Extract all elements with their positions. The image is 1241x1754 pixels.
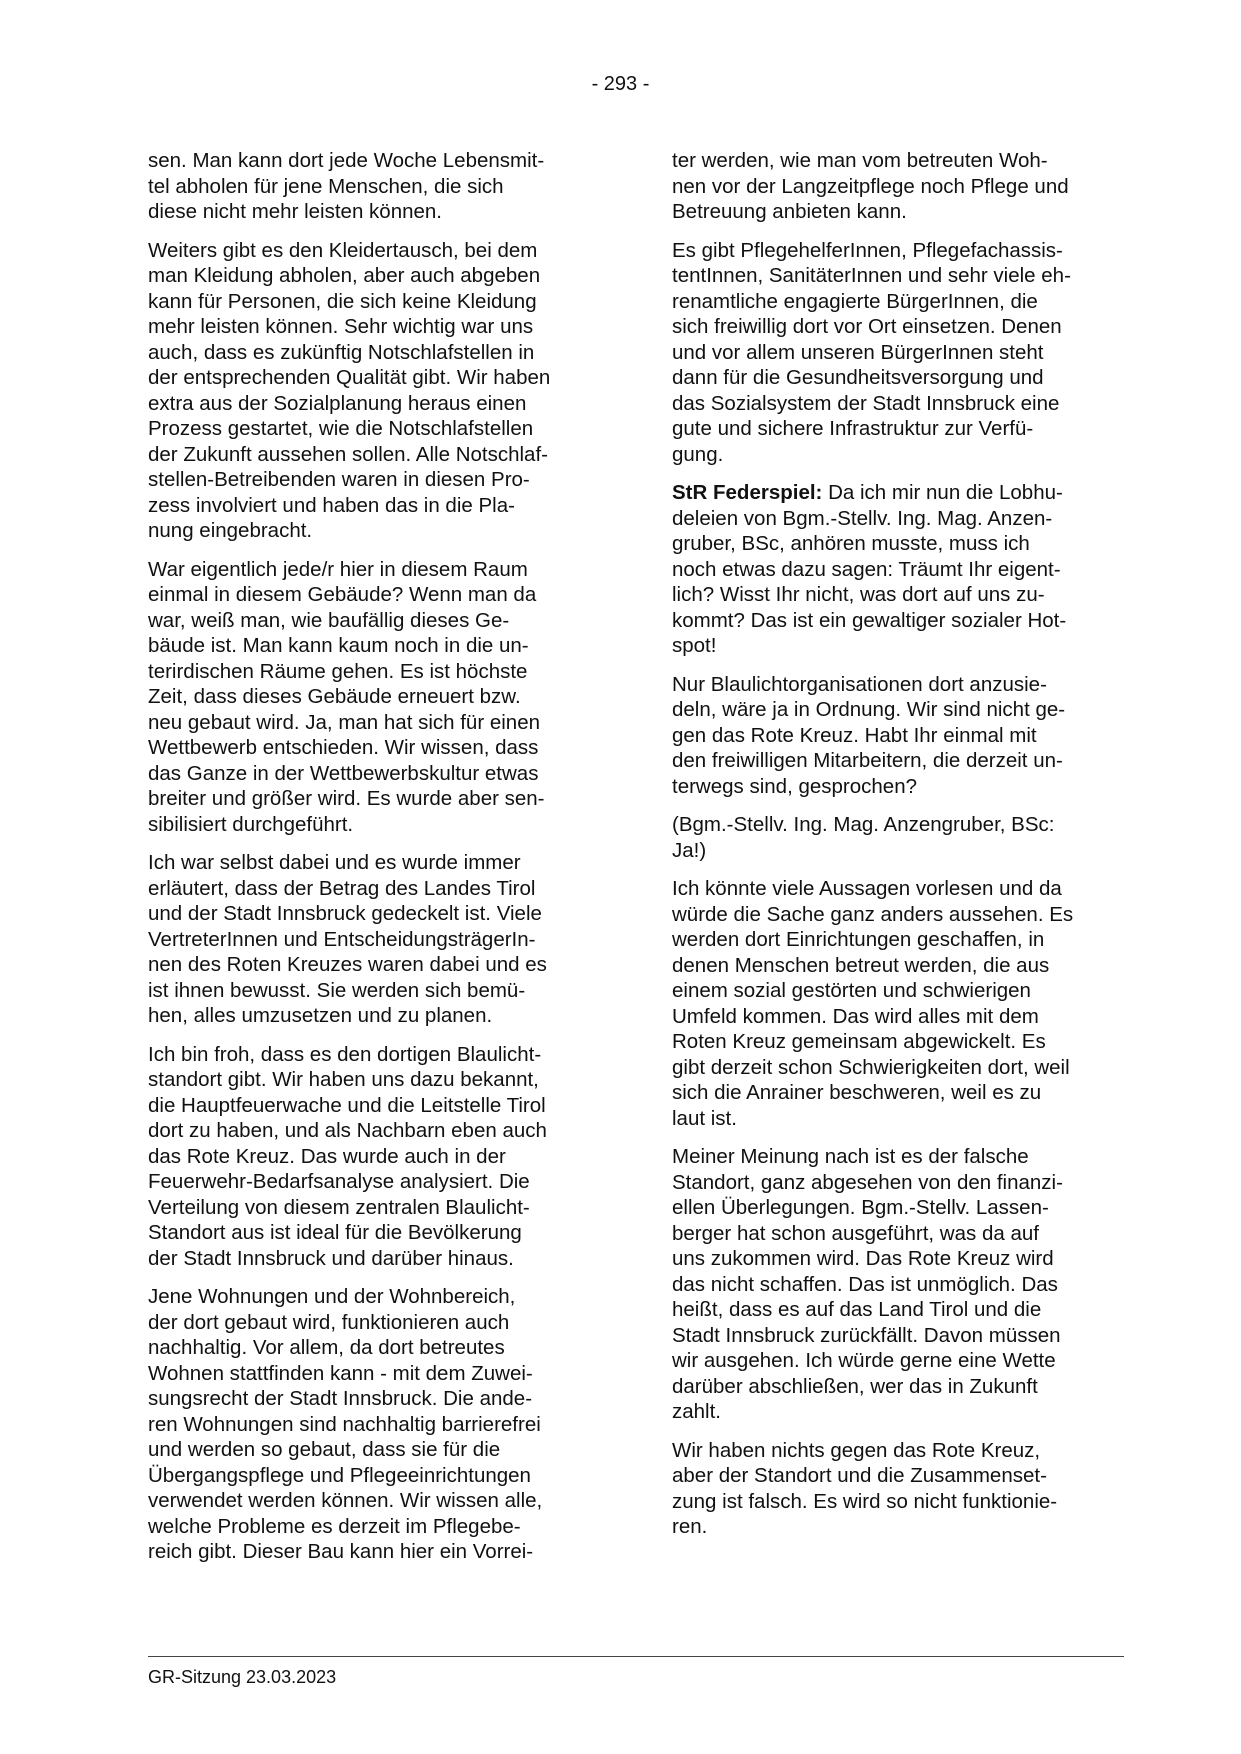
text-line: dort zu haben, und als Nachbarn eben auch: [148, 1119, 547, 1142]
text-line: der entsprechenden Qualität gibt. Wir haben: [148, 366, 551, 389]
text-line: terirdischen Räume gehen. Es ist höchste: [148, 659, 528, 683]
text-line: [672, 480, 1122, 506]
text-line: Weiters gibt es den Kleidertausch, bei dem: [148, 238, 538, 262]
text-line: War eigentlich jede/r hier in diesem Raum: [148, 557, 528, 581]
text-line: Feuerwehr-Bedarfsanalyse analysiert. Die: [148, 1170, 530, 1193]
paragraph: [148, 850, 600, 1029]
paragraph: [148, 557, 600, 838]
text-line: Standort, ganz abgesehen von den finanzi-: [672, 1170, 1063, 1194]
text-line: kann für Personen, die sich keine Kleidung: [148, 289, 537, 313]
text-line: noch etwas dazu sagen: Träumt Ihr eigent-: [672, 557, 1061, 581]
text-line: erläutert, dass der Betrag des Landes Tirol: [148, 876, 536, 900]
text-line: ellen Überlegungen. Bgm.-Stellv. Lassen-: [672, 1196, 1049, 1219]
text-line: kommt? Das ist ein gewaltiger sozialer Hot-: [672, 608, 1067, 632]
text-line: deln, wäre ja in Ordnung. Wir sind nicht ge-: [672, 698, 1066, 721]
text-line: wir ausgehen. Ich würde gerne eine Wette: [672, 1349, 1056, 1372]
text-line: sich die Anrainer beschweren, weil es zu: [672, 1081, 1042, 1104]
text-line: denen Menschen betreut werden, die aus: [672, 953, 1050, 977]
text-line: und der Stadt Innsbruck gedeckelt ist. Viele: [148, 902, 542, 925]
text-line: hen, alles umzusetzen und zu planen.: [148, 1004, 493, 1027]
right-column: [672, 148, 1122, 1553]
text-line: das nicht schaffen. Das ist unmöglich. Das: [672, 1272, 1058, 1296]
text-line: Nur Blaulichtorganisationen dort anzusie-: [672, 672, 1047, 696]
text-line: Umfeld kommen. Das wird alles mit dem: [672, 1004, 1039, 1028]
text-line: Wettbewerb entschieden. Wir wissen, dass: [148, 736, 539, 759]
paragraph: [148, 1042, 600, 1272]
footer-session-date: GR-Sitzung 23.03.2023: [148, 1667, 337, 1687]
text-line: reich gibt. Dieser Bau kann hier ein Vorrei-: [148, 1540, 534, 1563]
text-line: Meiner Meinung nach ist es der falsche: [672, 1145, 1029, 1168]
text-line: uns zukommen wird. Das Rote Kreuz wird: [672, 1247, 1054, 1270]
text-line: zahlt.: [672, 1400, 721, 1423]
text-line: gen das Rote Kreuz. Habt Ihr einmal mit: [672, 723, 1037, 747]
text-line: Prozess gestartet, wie die Notschlafstellen: [148, 417, 534, 440]
text-line: sungsrecht der Stadt Innsbruck. Die ande-: [148, 1387, 533, 1410]
text-line: Stadt Innsbruck zurückfällt. Davon müssen: [672, 1323, 1061, 1347]
text-line: welche Probleme es derzeit im Pflegebe-: [148, 1514, 521, 1538]
paragraph: [148, 1284, 600, 1565]
text-line: mehr leisten können. Sehr wichtig war uns: [148, 315, 534, 338]
text-line: bäude ist. Man kann kaum noch in die un-: [148, 634, 529, 657]
text-line: breiter und größer wird. Es wurde aber sen-: [148, 787, 545, 810]
footer-divider: [148, 1656, 1124, 1657]
text-line: der Stadt Innsbruck und darüber hinaus.: [148, 1246, 514, 1270]
text-line: ter werden, wie man vom betreuten Woh-: [672, 149, 1048, 172]
text-line: heißt, dass es auf das Land Tirol und die: [672, 1298, 1042, 1321]
text-line: gung.: [672, 442, 724, 466]
text-line: dann für die Gesundheitsversorgung und: [672, 366, 1044, 389]
text-line: Übergangspflege und Pflegeeinrichtungen: [148, 1463, 531, 1487]
left-column: [148, 148, 600, 1578]
text-line: nachhaltig. Vor allem, da dort betreutes: [148, 1336, 505, 1359]
speech-paragraph: [672, 480, 1122, 659]
text-line: das Sozialsystem der Stadt Innsbruck eine: [672, 391, 1060, 415]
text-line: Betreuung anbieten kann.: [672, 200, 907, 223]
text-line: tel abholen für jene Menschen, die sich: [148, 174, 504, 198]
text-line: sich freiwillig dort vor Ort einsetzen. Denen: [672, 315, 1062, 338]
paragraph: [672, 238, 1122, 468]
text-line: man Kleidung abholen, aber auch abgeben: [148, 264, 541, 287]
text-line: spot!: [672, 634, 717, 657]
page-number: - 293 -: [591, 73, 650, 95]
text-line: einem sozial gestörten und schwierigen: [672, 979, 1031, 1002]
text-line: Ich war selbst dabei und es wurde immer: [148, 851, 521, 874]
text-line: die Hauptfeuerwache und die Leitstelle Tirol: [148, 1093, 546, 1117]
text-line: Es gibt PflegehelferInnen, Pflegefachassis-: [672, 238, 1063, 262]
text-line: auch, dass es zukünftig Notschlafstellen in: [148, 340, 535, 364]
text-line: gibt derzeit schon Schwierigkeiten dort, weil: [672, 1055, 1070, 1079]
text-line: gute und sichere Infrastruktur zur Verfü-: [672, 417, 1034, 440]
text-line: ren.: [672, 1515, 708, 1538]
text-line: Roten Kreuz gemeinsam abgewickelt. Es: [672, 1030, 1046, 1053]
text-line: Jene Wohnungen und der Wohnbereich,: [148, 1285, 516, 1308]
text-line: zung ist falsch. Es wird so nicht funktionie-: [672, 1489, 1058, 1513]
paragraph: [672, 1144, 1122, 1425]
text-line: VertreterInnen und EntscheidungsträgerIn-: [148, 927, 536, 951]
text-line: und vor allem unseren BürgerInnen steht: [672, 340, 1044, 364]
text-line: zess involviert und haben das in die Pla-: [148, 493, 515, 517]
text-line: lich? Wisst Ihr nicht, was dort auf uns zu-: [672, 583, 1045, 606]
text-line: den freiwilligen Mitarbeitern, die derzeit un-: [672, 749, 1063, 772]
text-line: (Bgm.-Stellv. Ing. Mag. Anzengruber, BSc:: [672, 813, 1055, 836]
paragraph: [672, 876, 1122, 1131]
text-line: der dort gebaut wird, funktionieren auch: [148, 1310, 510, 1334]
text-span: Da ich mir nun die Lobhu-: [828, 481, 1063, 504]
text-line: würde die Sache ganz anders aussehen. Es: [672, 902, 1074, 926]
text-line: und werden so gebaut, dass sie für die: [148, 1438, 501, 1461]
text-line: nen des Roten Kreuzes waren dabei und es: [148, 953, 547, 976]
text-line: stellen-Betreibenden waren in diesen Pro-: [148, 468, 530, 491]
text-line: laut ist.: [672, 1106, 737, 1130]
text-line: werden dort Einrichtungen geschaffen, in: [672, 928, 1045, 951]
text-line: der Zukunft aussehen sollen. Alle Notschlaf-: [148, 442, 548, 466]
paragraph: [148, 238, 600, 544]
text-line: Standort aus ist ideal für die Bevölkerung: [148, 1221, 522, 1244]
text-line: diese nicht mehr leisten können.: [148, 200, 443, 223]
text-line: Ich bin froh, dass es den dortigen Blaulicht-: [148, 1042, 542, 1066]
text-line: Zeit, dass dieses Gebäude erneuert bzw.: [148, 685, 521, 708]
text-line: Wohnen stattfinden kann - mit dem Zuwei-: [148, 1361, 533, 1385]
paragraph: [672, 672, 1122, 800]
text-line: standort gibt. Wir haben uns dazu bekannt,: [148, 1068, 539, 1091]
text-line: terwegs sind, gesprochen?: [672, 774, 918, 798]
paragraph: [672, 148, 1122, 225]
text-line: sibilisiert durchgeführt.: [148, 812, 354, 836]
text-line: tentInnen, SanitäterInnen und sehr viele eh-: [672, 264, 1071, 287]
paragraph: [672, 1438, 1122, 1540]
text-line: Verteilung von diesem zentralen Blaulicht-: [148, 1195, 530, 1219]
text-line: Ich könnte viele Aussagen vorlesen und da: [672, 877, 1062, 900]
text-line: Wir haben nichts gegen das Rote Kreuz,: [672, 1438, 1041, 1462]
text-line: nung eingebracht.: [148, 519, 313, 542]
text-line: extra aus der Sozialplanung heraus einen: [148, 391, 527, 415]
text-line: nen vor der Langzeitpflege noch Pflege und: [672, 174, 1069, 198]
text-line: renamtliche engagierte BürgerInnen, die: [672, 289, 1038, 313]
text-line: einmal in diesem Gebäude? Wenn man da: [148, 583, 537, 606]
text-line: gruber, BSc, anhören musste, muss ich: [672, 532, 1030, 555]
text-line: berger hat schon ausgeführt, was da auf: [672, 1221, 1039, 1245]
text-line: das Ganze in der Wettbewerbskultur etwas: [148, 761, 539, 785]
text-line: ren Wohnungen sind nachhaltig barrierefrei: [148, 1412, 541, 1436]
text-line: das Rote Kreuz. Das wurde auch in der: [148, 1144, 506, 1168]
text-line: neu gebaut wird. Ja, man hat sich für einen: [148, 710, 541, 734]
text-line: darüber abschließen, wer das in Zukunft: [672, 1374, 1038, 1398]
speaker-name: StR Federspiel:: [672, 481, 823, 504]
text-line: war, weiß man, wie baufällig dieses Ge-: [148, 608, 510, 632]
text-line: Ja!): [672, 838, 707, 862]
interjection: [672, 812, 1122, 863]
text-line: deleien von Bgm.-Stellv. Ing. Mag. Anzen-: [672, 506, 1053, 530]
text-line: ist ihnen bewusst. Sie werden sich bemü-: [148, 978, 526, 1002]
paragraph: [148, 148, 600, 225]
text-line: verwendet werden können. Wir wissen alle,: [148, 1489, 543, 1512]
text-line: aber der Standort und die Zusammenset-: [672, 1464, 1047, 1487]
text-line: sen. Man kann dort jede Woche Lebensmit-: [148, 149, 545, 172]
